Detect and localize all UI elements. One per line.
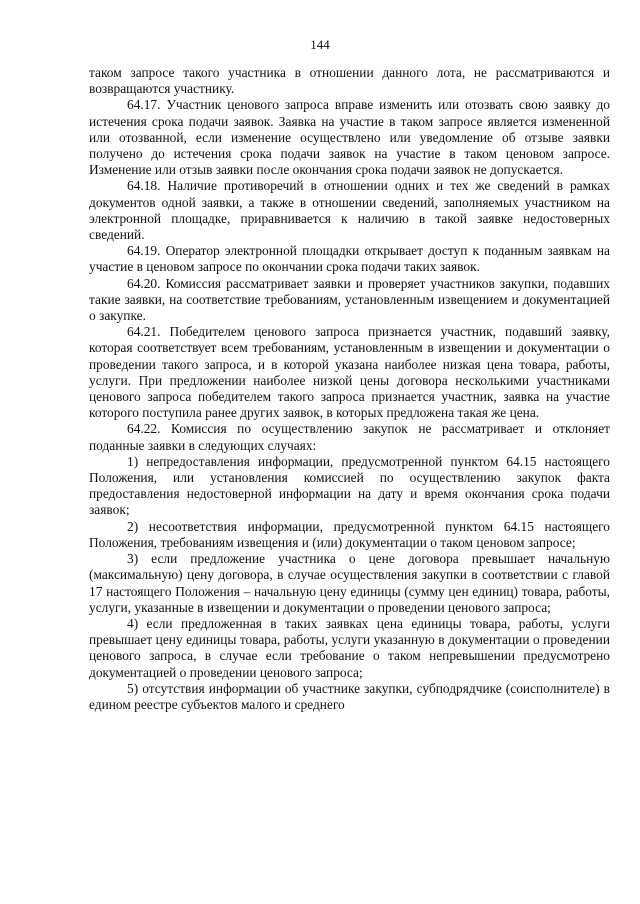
list-item-4: 4) если предложенная в таких заявках цена единицы товара, работы, услуги превышает цену единицы товара, работы, услуги указанную в документации о проведении ценового запроса, в случае если требование о таком непревышении предусмотрено документацией о проведении ценового запроса; — [89, 615, 610, 680]
paragraph-64-19: 64.19. Оператор электронной площадки открывает доступ к поданным заявкам на участие в ценовом запросе по окончании срока подачи таких заявок. — [89, 243, 610, 275]
paragraph-64-21: 64.21. Победителем ценового запроса признается участник, подавший заявку, которая соответствует всем требованиям, установленным в извещении и документации о проведении такого запроса, и в которой указана наиболее низкая цена товара, работы, услуги. При предложении наиболее низкой цены договора несколькими участниками ценового запроса победителем такого запроса признается участник, заявка на участие которого поступила ранее других заявок, в которых предложена такая же цена. — [89, 324, 610, 421]
paragraph-64-17: 64.17. Участник ценового запроса вправе изменить или отозвать свою заявку до истечения срока подачи заявок. Заявка на участие в таком запросе является измененной или отозванной, если изменение осуществлено или уведомление об отзыве заявки получено до истечения срока подачи заявок на участие в таком ценовом запросе. Изменение или отзыв заявки после окончания срока подачи заявок не допускается. — [89, 97, 610, 178]
document-body — [89, 65, 610, 713]
paragraph-64-22: 64.22. Комиссия по осуществлению закупок не рассматривает и отклоняет поданные заявки в следующих случаях: — [89, 421, 610, 453]
paragraph-64-18: 64.18. Наличие противоречий в отношении одних и тех же сведений в рамках документов одной заявки, а также в отношении сведений, заполняемых участником на электронной площадке, приравнивается к наличию в такой заявке недостоверных сведений. — [89, 178, 610, 243]
list-item-1: 1) непредоставления информации, предусмотренной пунктом 64.15 настоящего Положения, или установления комиссией по осуществлению закупок факта предоставления недостоверной информации на дату и время окончания срока подачи заявок; — [89, 453, 610, 518]
list-item-5: 5) отсутствия информации об участнике закупки, субподрядчике (соисполнителе) в едином реестре субъектов малого и среднего — [89, 680, 610, 712]
page-number: 144 — [310, 37, 330, 52]
paragraph-continuation: таком запросе такого участника в отношении данного лота, не рассматриваются и возвращаются участнику. — [89, 65, 610, 97]
paragraph-64-20: 64.20. Комиссия рассматривает заявки и проверяет участников закупки, подавших такие заявки, на соответствие требованиям, установленным извещением и документацией о закупке. — [89, 275, 610, 324]
list-item-2: 2) несоответствия информации, предусмотренной пунктом 64.15 настоящего Положения, требованиям извещения и (или) документации о таком ценовом запросе; — [89, 518, 610, 550]
list-item-3: 3) если предложение участника о цене договора превышает начальную (максимальную) цену договора, в случае осуществления закупки в соответствии с главой 17 настоящего Положения – начальную цену единицы (сумму цен единиц) товара, работы, услуги, указанные в извещении и документации о проведении ценового запроса; — [89, 551, 610, 615]
